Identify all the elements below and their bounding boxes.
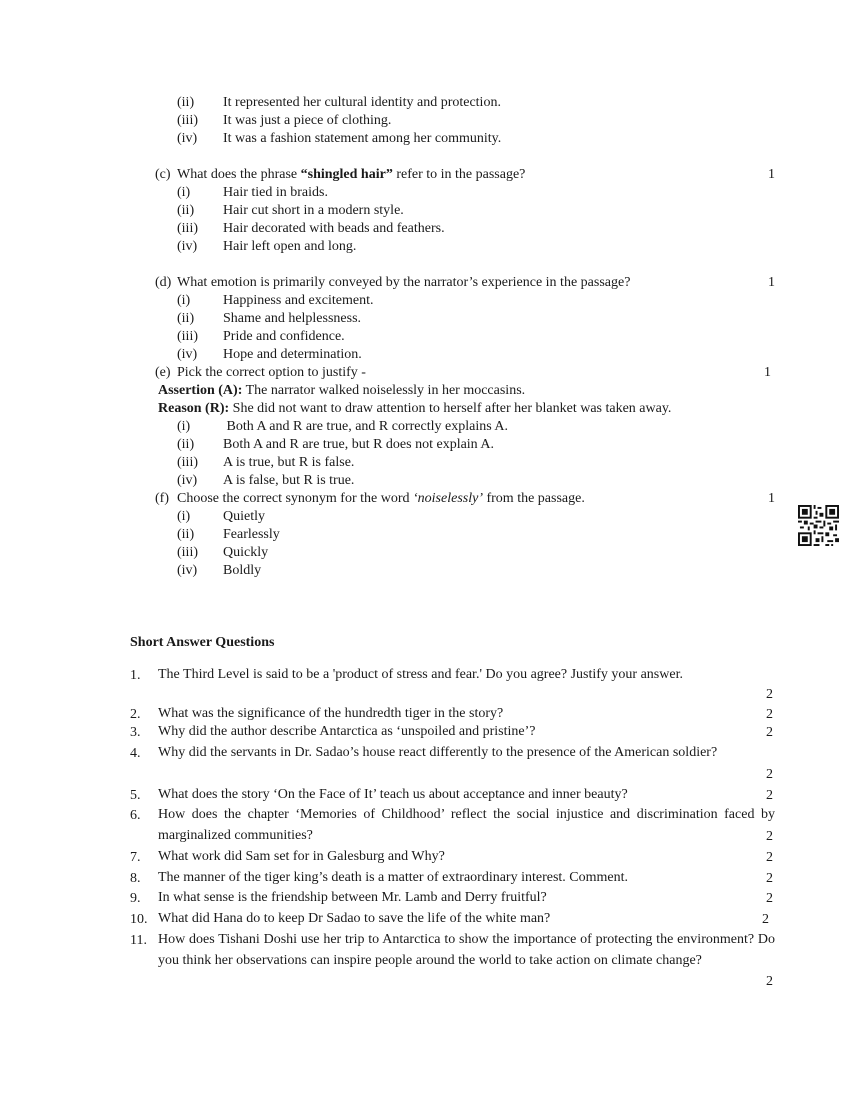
question-marks: 2	[762, 912, 769, 927]
question-text: Why did the servants in Dr. Sadao’s house react differently to the presence of the American soldier?	[158, 745, 718, 760]
question-number: 9.	[130, 891, 141, 906]
question-marks: 2	[766, 687, 773, 702]
question-marks: 2	[766, 829, 773, 844]
question-number: 10.	[130, 912, 148, 927]
question-text: What did Hana do to keep Dr Sadao to save the life of the white man?	[158, 911, 551, 926]
question-text: In what sense is the friendship between Mr. Lamb and Derry fruitful?	[158, 890, 547, 905]
question-text: What work did Sam set for in Galesburg and Why?	[158, 849, 445, 864]
question-text: How does Tishani Doshi use her trip to Antarctica to show the importance of protecting the environment? Do you think her observations can inspire people around the world to take action on climate change?	[158, 932, 775, 968]
question-e-marks: 1	[764, 365, 771, 380]
option-line: (iii) A is true, but R is false.	[177, 455, 355, 470]
question-marks: 2	[766, 850, 773, 865]
option-line: (ii) Hair cut short in a modern style.	[177, 203, 404, 218]
question-c-text: What does the phrase “shingled hair” refer to in the passage?	[177, 167, 526, 182]
option-line: (iv) It was a fashion statement among her community.	[177, 131, 502, 146]
option-line: (i) Both A and R are true, and R correctly explains A.	[177, 419, 508, 434]
option-line: (i) Happiness and excitement.	[177, 293, 374, 308]
question-f-label: (f)	[155, 491, 169, 506]
question-marks: 2	[766, 707, 773, 722]
question-text: How does the chapter ‘Memories of Childhood’ reflect the social injustice and discrimination faced by marginalized communities?	[158, 807, 775, 843]
question-number: 8.	[130, 871, 141, 886]
question-number: 6.	[130, 808, 141, 823]
question-number: 3.	[130, 725, 141, 740]
option-line: (iii) Hair decorated with beads and feathers.	[177, 221, 445, 236]
option-line: (iv) Hope and determination.	[177, 347, 362, 362]
question-marks: 2	[766, 974, 773, 989]
option-line: (ii) Shame and helplessness.	[177, 311, 362, 326]
question-text: The manner of the tiger king’s death is a matter of extraordinary interest. Comment.	[158, 870, 629, 885]
question-text: What does the story ‘On the Face of It’ teach us about acceptance and inner beauty?	[158, 787, 628, 802]
option-line: (ii) It represented her cultural identity and protection.	[177, 95, 501, 110]
reason-line: Reason (R): She did not want to draw attention to herself after her blanket was taken away.	[158, 401, 672, 416]
option-line: (ii) Both A and R are true, but R does not explain A.	[177, 437, 495, 452]
question-number: 2.	[130, 707, 141, 722]
question-f-text: Choose the correct synonym for the word ‘noiselessly’ from the passage.	[177, 491, 585, 506]
question-marks: 2	[766, 767, 773, 782]
question-number: 7.	[130, 850, 141, 865]
question-text: The Third Level is said to be a 'product of stress and fear.' Do you agree? Justify your answer.	[158, 667, 683, 682]
question-c-label: (c)	[155, 167, 171, 182]
option-line: (iv) Hair left open and long.	[177, 239, 357, 254]
option-line: (i) Hair tied in braids.	[177, 185, 328, 200]
option-line: (i) Quietly	[177, 509, 265, 524]
question-e-label: (e)	[155, 365, 171, 380]
question-number: 11.	[130, 933, 147, 948]
question-marks: 2	[766, 788, 773, 803]
option-line: (ii) Fearlessly	[177, 527, 280, 542]
option-line: (iv) A is false, but R is true.	[177, 473, 355, 488]
question-f-marks: 1	[768, 491, 775, 506]
question-number: 1.	[130, 668, 141, 683]
question-marks: 2	[766, 725, 773, 740]
question-text: What was the significance of the hundredth tiger in the story?	[158, 706, 504, 721]
question-number: 4.	[130, 746, 141, 761]
question-d-label: (d)	[155, 275, 172, 290]
option-line: (iii) Pride and confidence.	[177, 329, 345, 344]
option-line: (iii) Quickly	[177, 545, 269, 560]
section-title: Short Answer Questions	[130, 635, 275, 650]
question-marks: 2	[766, 871, 773, 886]
question-number: 5.	[130, 788, 141, 803]
qr-code-icon[interactable]	[798, 505, 839, 546]
assertion-line: Assertion (A): The narrator walked noiselessly in her moccasins.	[158, 383, 526, 398]
question-d-marks: 1	[768, 275, 775, 290]
question-marks: 2	[766, 891, 773, 906]
question-d-text: What emotion is primarily conveyed by the narrator’s experience in the passage?	[177, 275, 631, 290]
option-line: (iv) Boldly	[177, 563, 262, 578]
option-line: (iii) It was just a piece of clothing.	[177, 113, 392, 128]
question-text: Why did the author describe Antarctica as ‘unspoiled and pristine’?	[158, 724, 536, 739]
question-c-marks: 1	[768, 167, 775, 182]
question-e-text: Pick the correct option to justify -	[177, 365, 366, 380]
